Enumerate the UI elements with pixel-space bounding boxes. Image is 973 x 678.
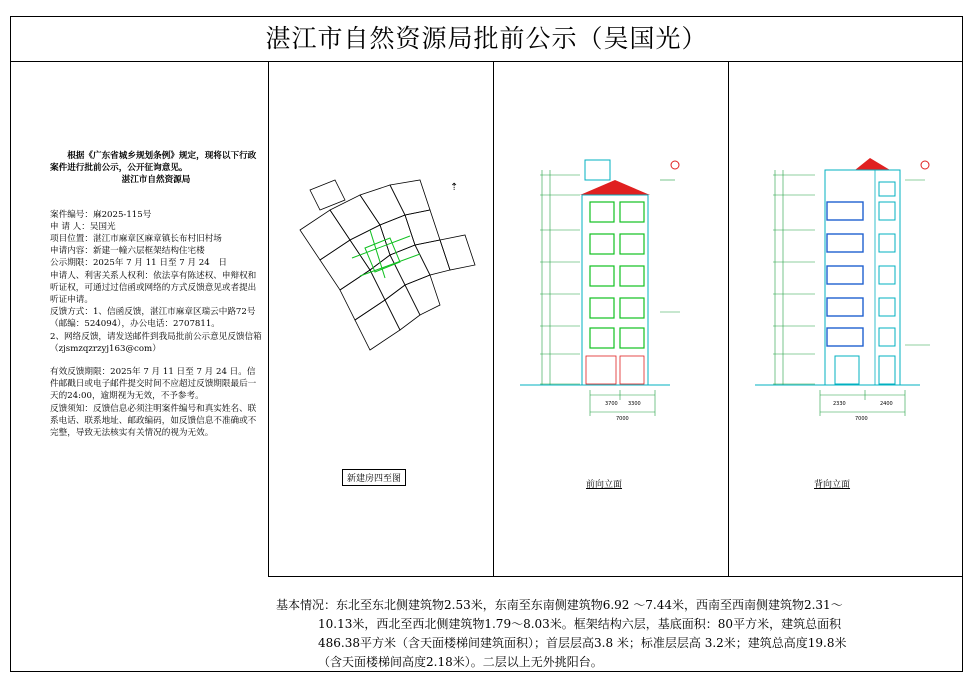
back-elevation-drawing bbox=[745, 150, 945, 420]
divider bbox=[728, 62, 729, 576]
summary-line: 基本情况：东北至东北侧建筑物2.53米，东南至东南侧建筑物6.92 ～7.44米，西南至西南侧建筑物2.31～ bbox=[276, 598, 843, 612]
divider bbox=[493, 62, 494, 576]
summary-line: （含天面楼梯间高度2.18米）。二层以上无外挑阳台。 bbox=[318, 655, 603, 669]
back-elevation-caption: 背向立面 bbox=[810, 476, 854, 491]
feedback-email: 2、网络反馈，请发送邮件到我局批前公示意见反馈信箱（zjsmzqzrzyj163@com） bbox=[50, 331, 262, 354]
front-dim-b: 3300 bbox=[628, 401, 641, 407]
front-elevation-drawing bbox=[510, 150, 690, 420]
publicity-period: 公示期限：2025年 7 月 11 日至 7 月 24 日 bbox=[50, 258, 227, 269]
front-dim-a: 3700 bbox=[605, 401, 618, 407]
page-title: 湛江市自然资源局批前公示（吴国光） bbox=[10, 16, 963, 62]
feedback-notes: 反馈须知：反馈信息必须注明案件编号和真实姓名、联系电话、联系地址、邮政编码，如反馈信息不准确或不完整，导致无法核实有关情况的视为无效。 bbox=[50, 403, 257, 439]
project-location: 项目位置：湛江市麻章区麻章镇长布村旧村场 bbox=[50, 234, 222, 245]
divider bbox=[268, 62, 269, 576]
back-dim-total: 7000 bbox=[855, 416, 868, 420]
feedback-deadline: 有效反馈期限：2025年 7 月 11 日至 7 月 24 日。信件邮戳日或电子邮件提交时间不应超过反馈期限最后一天的24:00，逾期视为无效，不予参考。 bbox=[50, 367, 257, 402]
front-elevation-caption: 前向立面 bbox=[582, 476, 626, 491]
application-content: 申请内容：新建一幢六层框架结构住宅楼 bbox=[50, 246, 205, 257]
summary-line: 486.38平方米（含天面楼梯间建筑面积）；首层层高3.8 米；标准层层高 3.2米；建筑总高度19.8米 bbox=[318, 636, 847, 650]
feedback-letter: 反馈方式：1、信函反馈，湛江市麻章区瑞云中路72号（邮编：524094），办公电话：2707811。 bbox=[50, 307, 256, 330]
applicant: 申 请 人：吴国光 bbox=[50, 221, 116, 232]
rights: 申请人、利害关系人权利：依法享有陈述权、申辩权和听证权，可通过过信函或网络的方式反馈意见或者提出听证申请。 bbox=[50, 270, 257, 306]
summary-block bbox=[276, 596, 956, 672]
back-dim-a: 2330 bbox=[833, 401, 846, 407]
notice-issuer: 湛江市自然资源局 bbox=[121, 175, 191, 186]
back-dim-b: 2400 bbox=[880, 401, 893, 407]
site-plan-caption: 新建房四至图 bbox=[342, 469, 406, 486]
divider bbox=[268, 576, 963, 577]
summary-line: 10.13米，西北至西北侧建筑物1.79～8.03米。框架结构六层，基底面积：80平方米，建筑总面积 bbox=[318, 617, 842, 631]
site-plan-drawing bbox=[290, 170, 490, 370]
notice-intro: 根据《广东省城乡规划条例》规定，现将以下行政案件进行批前公示，公开征询意见。 bbox=[50, 151, 257, 174]
notice-panel bbox=[50, 150, 262, 439]
svg-text:⇡: ⇡ bbox=[450, 182, 459, 193]
front-dim-total: 7000 bbox=[616, 416, 629, 420]
case-number: 案件编号：麻2025-115号 bbox=[50, 209, 152, 220]
